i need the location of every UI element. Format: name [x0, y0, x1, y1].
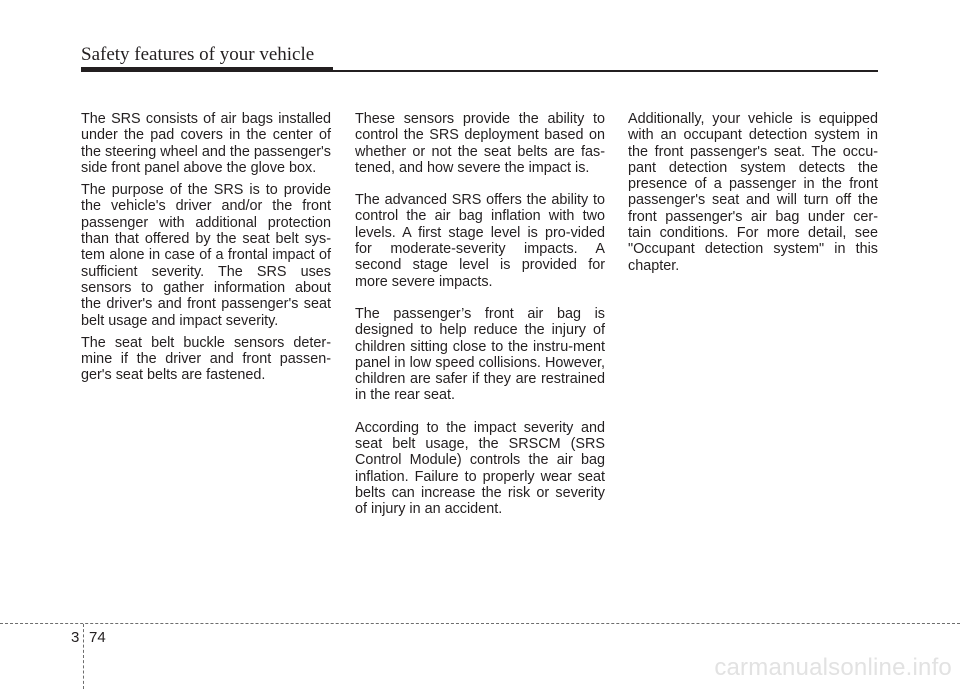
header-rule-thin — [333, 70, 878, 72]
page-number: 74 — [89, 629, 106, 646]
paragraph: Additionally, your vehicle is equipped with an occupant detection system in the front passenger's seat. The occu-​pant detection system detects the presence of a passenger in the front passenger's seat and will turn off the front passenger's air bag under cer-​tain conditions. For more detail, see "Occupant detection system" in this chapter. — [628, 111, 878, 274]
paragraph: The purpose of the SRS is to provide the vehicle's driver and/or the front passenger with additional protection than that offered by the seat belt sys-​tem alone in case of a frontal impact of sufficient severity. The SRS uses sensors to gather information about the driver's and front passenger's seat belt usage and impact severity. — [81, 182, 331, 329]
watermark: carmanualsonline.info — [714, 654, 952, 681]
paragraph: The seat belt buckle sensors deter-​mine if the driver and front passen-​ger's seat belts are fastened. — [81, 334, 331, 384]
footer-rule — [0, 623, 960, 624]
paragraph: According to the impact severity and seat belt usage, the SRSCM (SRS Control Module) controls the air bag inflation. Failure to properly wear seat belts can increase the risk or severity of injury in an accident. — [355, 419, 605, 518]
paragraph: The SRS consists of air bags installed under the pad covers in the center of the steering wheel and the passenger's side front panel above the glove box. — [81, 111, 331, 176]
text-column-left — [81, 111, 331, 384]
paragraph: These sensors provide the ability to control the SRS deployment based on whether or not the seat belts are fas-​tened, and how severe the impact is. — [355, 111, 605, 176]
text-column-middle — [355, 111, 605, 518]
text-column-right — [628, 111, 878, 274]
paragraph: The passenger’s front air bag is designed to help reduce the injury of children sitting close to the instru-​ment panel in low speed collisions. However, children are safer if they are restrained in the rear seat. — [355, 305, 605, 404]
page-header-title: Safety features of your vehicle — [81, 44, 315, 65]
page-section-number: 3 — [71, 629, 80, 646]
footer-divider — [83, 624, 84, 689]
paragraph: The advanced SRS offers the ability to control the air bag inflation with two levels. A first stage level is pro-​vided for moderate-severity impacts. A second stage level is provided for more severe impacts. — [355, 192, 605, 290]
header-rule-thick — [81, 67, 333, 72]
